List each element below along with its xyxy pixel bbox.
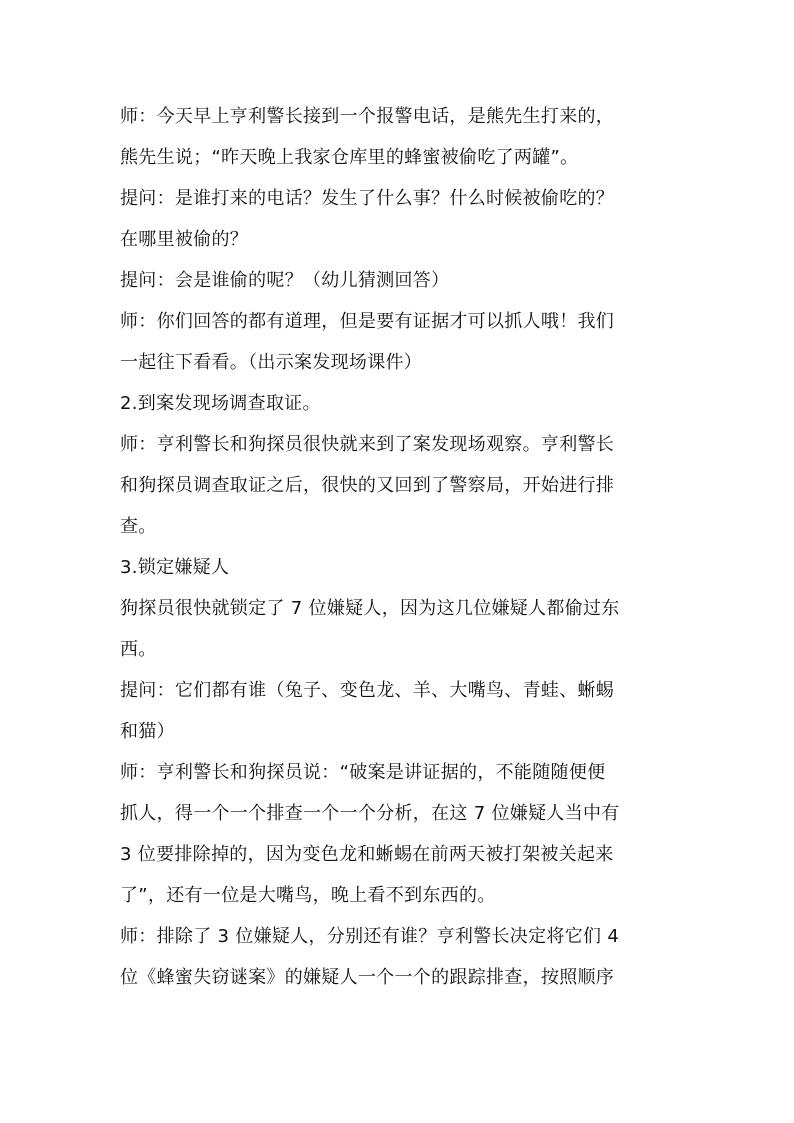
- section-heading: 3.锁定嫌疑人: [120, 557, 230, 578]
- text-line: 3 位要排除掉的，因为变色龙和蜥蜴在前两天被打架被关起来: [120, 844, 614, 865]
- text-line: 师：亨利警长和狗探员说：“破案是讲证据的，不能随随便便: [120, 762, 606, 783]
- section-heading: 2.到案发现场调查取证。: [120, 393, 321, 414]
- text-line: 了”，还有一位是大嘴鸟，晚上看不到东西的。: [120, 885, 496, 906]
- text-line: 和猫）: [120, 721, 175, 742]
- text-line: 师：今天早上亨利警长接到一个报警电话，是熊先生打来的，: [120, 106, 615, 127]
- text-line: 提问：它们都有谁（兔子、变色龙、羊、大嘴鸟、青蛙、蜥蜴: [120, 680, 615, 701]
- text-line: 抓人，得一个一个排查一个一个分析，在这 7 位嫌疑人当中有: [120, 803, 620, 824]
- text-line: 提问：是谁打来的电话？发生了什么事？什么时候被偷吃的？: [120, 188, 615, 209]
- text-line: 师：排除了 3 位嫌疑人，分别还有谁？亨利警长决定将它们 4: [120, 926, 620, 947]
- text-line: 西。: [120, 639, 157, 660]
- text-line: 师：亨利警长和狗探员很快就来到了案发现场观察。亨利警长: [120, 434, 615, 455]
- text-line: 查。: [120, 516, 157, 537]
- text-line: 师：你们回答的都有道理，但是要有证据才可以抓人哦！我们: [120, 311, 615, 332]
- text-line: 在哪里被偷的？: [120, 229, 249, 250]
- text-line: 一起往下看看。（出示案发现场课件）: [120, 352, 423, 373]
- text-line: 位《蜂蜜失窃谜案》的嫌疑人一个一个的跟踪排查，按照顺序: [120, 967, 615, 988]
- text-line: 提问：会是谁偷的呢？（幼儿猜测回答）: [120, 270, 450, 291]
- text-line: 和狗探员调查取证之后，很快的又回到了警察局，开始进行排: [120, 475, 615, 496]
- text-line: 熊先生说；“昨天晚上我家仓库里的蜂蜜被偷吃了两罐”。: [120, 147, 579, 168]
- document-body: [120, 96, 680, 998]
- text-line: 狗探员很快就锁定了 7 位嫌疑人，因为这几位嫌疑人都偷过东: [120, 598, 620, 619]
